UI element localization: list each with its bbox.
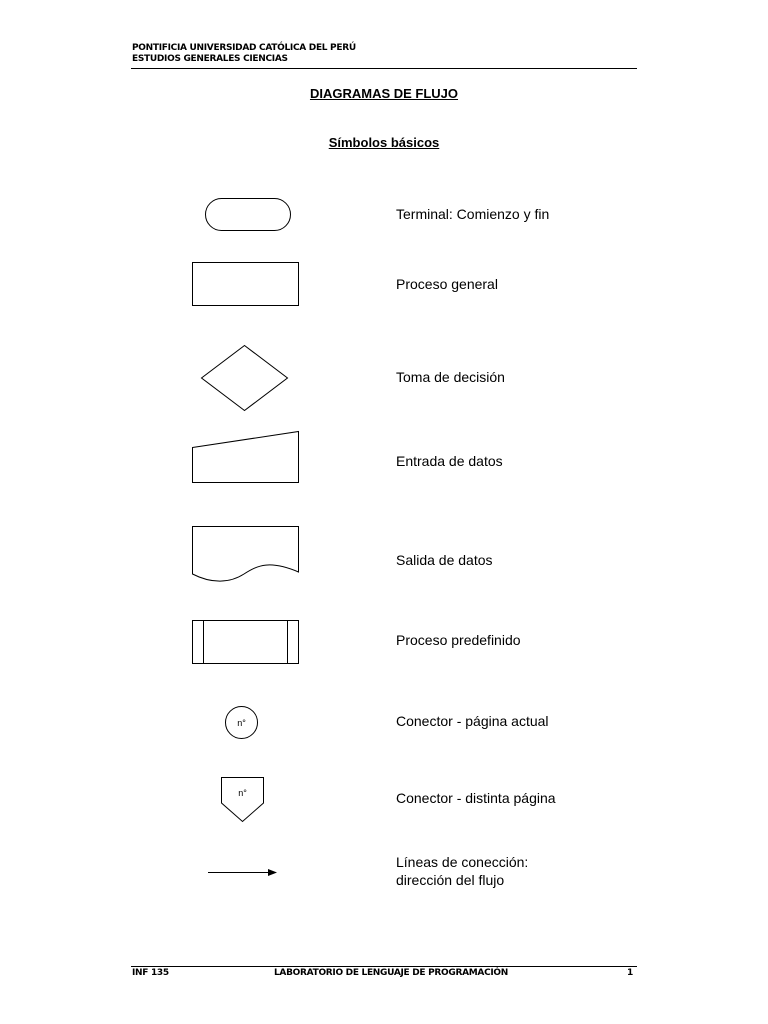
section-subtitle: Símbolos básicos [328, 135, 440, 150]
arrow-head-icon [268, 869, 277, 876]
terminal-symbol [206, 199, 291, 231]
label-input: Entrada de datos [396, 453, 503, 469]
university-name: PONTIFICIA UNIVERSIDAD CATÓLICA DEL PERÚ [132, 43, 356, 53]
label-flow-lines-line1: Líneas de conección: [396, 854, 529, 870]
label-output: Salida de datos [396, 552, 493, 568]
label-predefined-process: Proceso predefinido [396, 632, 521, 648]
label-decision: Toma de decisión [396, 369, 505, 385]
faculty-name: ESTUDIOS GENERALES CIENCIAS [132, 54, 288, 64]
label-offpage-connector: Conector - distinta página [396, 790, 556, 806]
footer-page-number: 1 [627, 968, 633, 978]
label-process: Proceso general [396, 276, 498, 292]
output-symbol [193, 527, 299, 582]
connector-glyph: n° [237, 718, 246, 728]
label-flow-lines [396, 853, 528, 889]
offpage-connector-symbol [222, 778, 264, 822]
footer-course-name: LABORATORIO DE LENGUAJE DE PROGRAMACIÓN [274, 968, 509, 978]
document-title: DIAGRAMAS DE FLUJO [309, 86, 459, 101]
decision-symbol [202, 346, 288, 411]
offpage-connector-glyph: n° [238, 788, 247, 798]
label-connector: Conector - página actual [396, 713, 549, 729]
footer-course-code: INF 135 [132, 968, 169, 978]
predefined-process-symbol [193, 621, 299, 664]
label-flow-lines-line2: dirección del flujo [396, 872, 505, 888]
input-symbol [193, 432, 299, 483]
footer-divider [131, 966, 637, 967]
process-symbol [193, 263, 299, 306]
label-terminal: Terminal: Comienzo y fin [396, 206, 550, 222]
